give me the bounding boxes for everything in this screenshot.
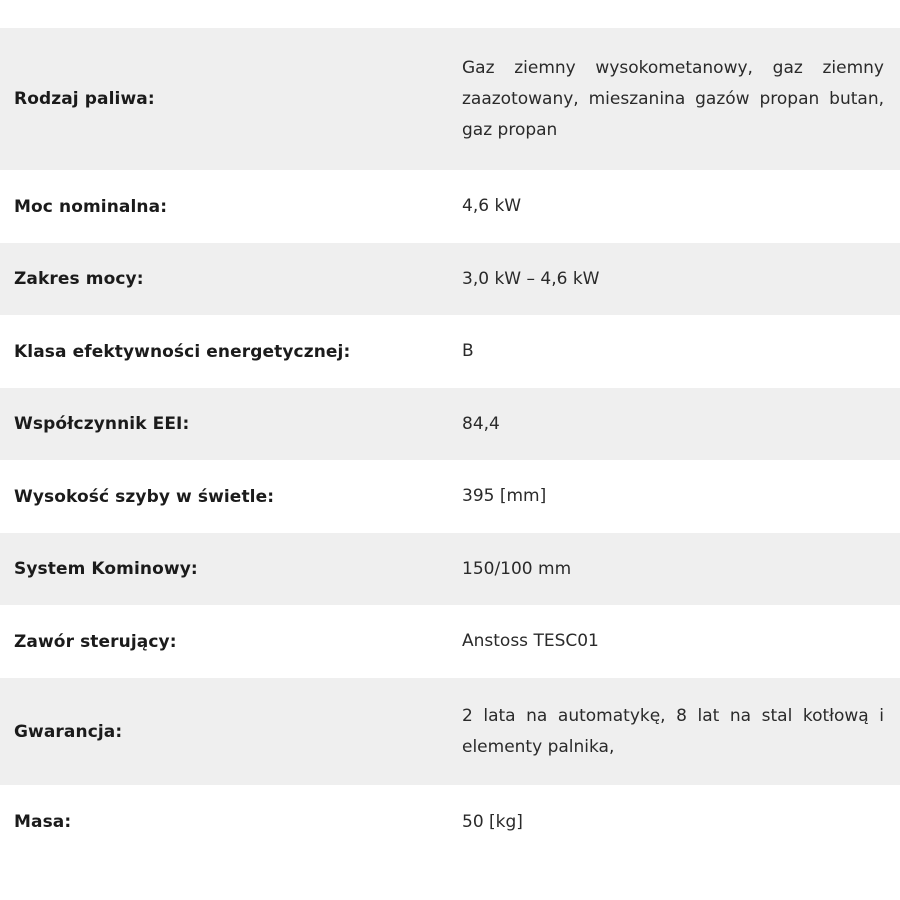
spec-label: Rodzaj paliwa:: [14, 89, 155, 109]
spec-label: Klasa efektywności energetycznej:: [14, 341, 351, 362]
spec-value: 50 [kg]: [462, 811, 523, 832]
spec-label: Zakres mocy:: [14, 269, 144, 289]
spec-value: B: [462, 341, 474, 361]
spec-label: Wysokość szyby w świetle:: [14, 486, 275, 507]
spec-value: 84,4: [462, 413, 500, 434]
spec-value: Anstoss TESC01: [462, 631, 599, 651]
spec-value: Gaz ziemny wysokometanowy, gaz ziemny zaazotowany, mieszanina gazów propan butan, gaz propan: [462, 57, 884, 140]
spec-label: Współczynnik EEI:: [14, 414, 190, 434]
spec-row-chimney-system: [0, 533, 900, 605]
spec-label: System Kominowy:: [14, 559, 198, 579]
spec-label: Zawór sterujący:: [14, 631, 177, 652]
spec-row-nominal-power: [0, 170, 900, 243]
spec-row-glass-height: [0, 460, 900, 533]
spec-row-mass: [0, 785, 900, 859]
spec-value: 395 [mm]: [462, 486, 547, 506]
spec-row-eei: [0, 388, 900, 460]
spec-value: 2 lata na automatykę, 8 lat na stal kotłową i elementy palnika,: [462, 705, 884, 757]
spec-row-control-valve: [0, 605, 900, 678]
spec-value: 3,0 kW – 4,6 kW: [462, 268, 600, 289]
spec-row-warranty: [0, 678, 900, 785]
spec-row-energy-class: [0, 315, 900, 388]
spec-row-fuel-type: [0, 28, 900, 170]
spec-value: 4,6 kW: [462, 196, 522, 216]
spec-label: Masa:: [14, 812, 72, 832]
spec-value: 150/100 mm: [462, 558, 572, 579]
spec-row-power-range: [0, 243, 900, 315]
spec-label: Moc nominalna:: [14, 196, 168, 217]
spec-label: Gwarancja:: [14, 721, 123, 742]
specification-table: [0, 28, 900, 859]
